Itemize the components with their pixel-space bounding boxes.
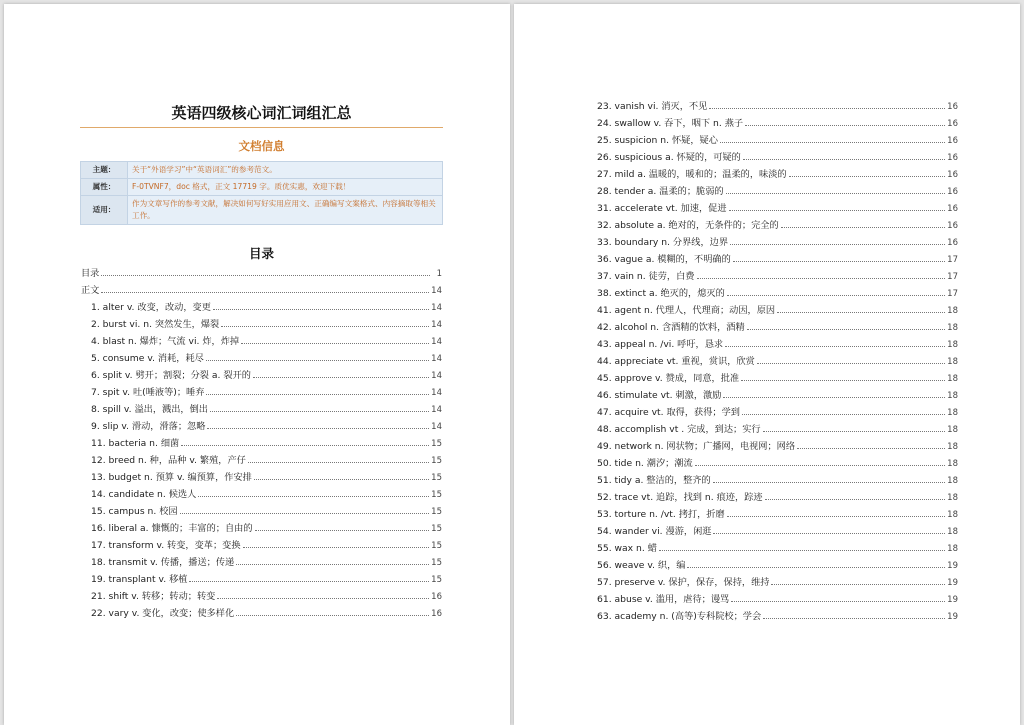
toc-entry[interactable] <box>597 574 958 591</box>
toc-dot-leader <box>217 598 429 599</box>
info-key: 属性： <box>81 179 128 196</box>
toc-entry[interactable] <box>81 605 442 622</box>
toc-entry-text: 52. trace vt. 追踪，找到 n. 痕迹，踪迹 <box>597 492 763 503</box>
toc-page-number: 17 <box>947 289 958 299</box>
toc-dot-leader <box>101 292 429 293</box>
toc-entry-text: 51. tidy a. 整洁的，整齐的 <box>597 475 711 486</box>
toc-page-number: 16 <box>947 204 958 214</box>
toc-page-number: 17 <box>947 272 958 282</box>
toc-entry-text: 26. suspicious a. 怀疑的，可疑的 <box>597 152 741 163</box>
toc-entry[interactable] <box>81 503 442 520</box>
toc-entry-text: 32. absolute a. 绝对的，无条件的；完全的 <box>597 220 779 231</box>
toc-entry-text: 41. agent n. 代理人，代理商；动因，原因 <box>597 305 776 316</box>
toc-page-number: 14 <box>431 354 442 364</box>
toc-entry-text: 11. bacteria n. 细菌 <box>91 438 180 449</box>
toc-page-number: 14 <box>431 371 442 381</box>
toc-page-number: 16 <box>947 187 958 197</box>
toc-entry[interactable] <box>597 608 958 625</box>
toc-entry-text: 37. vain n. 徒劳，白费 <box>597 271 695 282</box>
toc-dot-leader <box>243 547 430 548</box>
page-left <box>4 4 510 725</box>
info-key: 适用： <box>81 196 128 225</box>
toc-entry-text: 21. shift v. 转移；转动；转变 <box>91 591 216 602</box>
toc-entry-text: 33. boundary n. 分界线，边界 <box>597 237 729 248</box>
toc-entry-text: 38. extinct a. 绝灭的，熄灭的 <box>597 288 725 299</box>
toc-entry-text: 50. tide n. 潮汐；潮流 <box>597 458 693 469</box>
toc-entry[interactable] <box>597 217 958 234</box>
toc-entry[interactable] <box>597 591 958 608</box>
toc-entry[interactable] <box>597 183 958 200</box>
toc-entry[interactable] <box>81 367 442 384</box>
toc-page-number: 14 <box>431 388 442 398</box>
toc-entry-text: 15. campus n. 校园 <box>91 506 178 517</box>
toc-entry[interactable] <box>597 421 958 438</box>
toc-entry-text: 57. preserve v. 保护，保存，保持，维持 <box>597 577 770 588</box>
info-value: F-0TVNF7，doc 格式，正文 17719 字。质优实惠，欢迎下载！ <box>128 179 443 196</box>
toc-dot-leader <box>789 176 946 177</box>
toc-entry[interactable] <box>597 336 958 353</box>
toc-dot-leader <box>797 448 945 449</box>
toc-dot-leader <box>198 496 429 497</box>
toc-page-number: 14 <box>431 337 442 347</box>
toc-entry-text: 1. alter v. 改变，改动，变更 <box>91 302 211 313</box>
toc-page-number: 15 <box>431 507 442 517</box>
toc-page-number: 14 <box>431 303 442 313</box>
toc-entry[interactable] <box>81 469 442 486</box>
toc-dot-leader <box>730 244 945 245</box>
toc-dot-leader <box>695 465 945 466</box>
toc-dot-leader <box>729 210 946 211</box>
toc-entry-text: 5. consume v. 消耗，耗尽 <box>91 353 204 364</box>
toc-entry-text: 2. burst vi. n. 突然发生，爆裂 <box>91 319 220 330</box>
toc-entry[interactable] <box>597 523 958 540</box>
toc-entry-text: 正文 <box>81 285 100 296</box>
toc-entry[interactable] <box>597 319 958 336</box>
toc-dot-leader <box>757 363 945 364</box>
toc-page-number: 18 <box>947 493 958 503</box>
toc-dot-leader <box>241 343 429 344</box>
toc-page-number: 15 <box>431 456 442 466</box>
toc-page-number: 19 <box>947 612 958 622</box>
toc-entry[interactable] <box>81 435 442 452</box>
toc-dot-leader <box>189 581 429 582</box>
toc-dot-leader <box>726 193 946 194</box>
toc-entry-text: 8. spill v. 溢出，溅出，倒出 <box>91 404 208 415</box>
toc-entry-text: 17. transform v. 转变，变革；变换 <box>91 540 241 551</box>
toc-entry-text: 28. tender a. 温柔的；脆弱的 <box>597 186 724 197</box>
toc-entry-text: 13. budget n. 预算 v. 编预算，作安排 <box>91 472 252 483</box>
toc-page-number: 1 <box>436 269 442 279</box>
toc-page-number: 16 <box>947 221 958 231</box>
toc-dot-leader <box>206 360 429 361</box>
toc-dot-leader <box>723 397 945 398</box>
toc-entry-text: 61. abuse v. 滥用，虐待；谩骂 <box>597 594 730 605</box>
toc-page-number: 18 <box>947 323 958 333</box>
toc-entry-text: 55. wax n. 蜡 <box>597 543 657 554</box>
toc-entry[interactable] <box>81 520 442 537</box>
toc-entry-text: 7. spit v. 吐(唾液等)；唾弃 <box>91 387 205 398</box>
toc-page-number: 15 <box>431 490 442 500</box>
toc-entry-text: 44. appreciate vt. 重视，赏识，欣赏 <box>597 356 755 367</box>
toc-entry[interactable] <box>597 98 958 115</box>
toc-page-number: 14 <box>431 422 442 432</box>
toc-dot-leader <box>727 516 945 517</box>
toc-entry[interactable] <box>597 404 958 421</box>
toc-entry[interactable] <box>597 166 958 183</box>
toc-entry[interactable] <box>81 452 442 469</box>
toc-entry[interactable] <box>597 200 958 217</box>
toc-dot-leader <box>697 278 946 279</box>
toc-dot-leader <box>745 125 945 126</box>
toc-entry-text: 47. acquire vt. 取得，获得；学到 <box>597 407 740 418</box>
toc-entry[interactable] <box>597 557 958 574</box>
toc-entry[interactable] <box>81 401 442 418</box>
toc-dot-leader <box>206 394 429 395</box>
toc-entry[interactable] <box>597 506 958 523</box>
toc-page-number: 16 <box>431 592 442 602</box>
toc-dot-leader <box>210 411 429 412</box>
toc-dot-leader <box>741 380 945 381</box>
toc-dot-leader <box>742 414 945 415</box>
toc-heading: 目录 <box>248 246 274 261</box>
toc-page-number: 18 <box>947 476 958 486</box>
toc-page-number: 16 <box>947 153 958 163</box>
toc-entry-text: 目录 <box>81 268 100 279</box>
toc-entry-text: 23. vanish vi. 消灭，不见 <box>597 101 708 112</box>
toc-entry[interactable] <box>81 537 442 554</box>
toc-dot-leader <box>731 601 945 602</box>
toc-entry-text: 27. mild a. 温暖的，暖和的；温柔的，味淡的 <box>597 169 787 180</box>
info-row <box>81 179 443 196</box>
toc-entry-text: 19. transplant v. 移植 <box>91 574 188 585</box>
toc-dot-leader <box>713 533 945 534</box>
toc-page-number: 18 <box>947 340 958 350</box>
toc-dot-leader <box>763 618 945 619</box>
toc-dot-leader <box>213 309 429 310</box>
toc-dot-leader <box>763 431 946 432</box>
toc-dot-leader <box>181 445 429 446</box>
toc-entry[interactable] <box>597 251 958 268</box>
toc-entry[interactable] <box>597 115 958 132</box>
toc-page-number: 19 <box>947 578 958 588</box>
info-row <box>81 162 443 179</box>
toc-entry-text: 31. accelerate vt. 加速，促进 <box>597 203 727 214</box>
toc-entry-text: 6. split v. 劈开；割裂；分裂 a. 裂开的 <box>91 370 251 381</box>
toc-dot-leader <box>207 428 429 429</box>
toc-dot-leader <box>781 227 945 228</box>
toc-page-number: 18 <box>947 357 958 367</box>
toc-page-number: 14 <box>431 320 442 330</box>
toc-left-column <box>81 265 442 622</box>
toc-dot-leader <box>727 295 945 296</box>
toc-entry[interactable] <box>81 265 442 282</box>
toc-page-number: 15 <box>431 439 442 449</box>
toc-page-number: 19 <box>947 595 958 605</box>
toc-entry-text: 54. wander vi. 漫游，闲逛 <box>597 526 712 537</box>
toc-page-number: 18 <box>947 391 958 401</box>
toc-dot-leader <box>720 142 945 143</box>
toc-page-number: 18 <box>947 374 958 384</box>
info-value: 作为文章写作的参考文献，解决如何写好实用应用文、正确编写文案格式、内容摘取等相关工作。 <box>128 196 443 225</box>
toc-entry-text: 49. network n. 网状物；广播网，电视网；网络 <box>597 441 796 452</box>
toc-page-number: 15 <box>431 524 442 534</box>
toc-dot-leader <box>709 108 945 109</box>
toc-dot-leader <box>180 513 430 514</box>
toc-page-number: 16 <box>431 609 442 619</box>
toc-entry-text: 53. torture n. /vt. 拷打，折磨 <box>597 509 725 520</box>
toc-page-number: 15 <box>431 575 442 585</box>
toc-dot-leader <box>725 346 945 347</box>
toc-page-number: 18 <box>947 425 958 435</box>
toc-entry[interactable] <box>597 268 958 285</box>
toc-page-number: 18 <box>947 408 958 418</box>
toc-dot-leader <box>765 499 946 500</box>
toc-page-number: 14 <box>431 405 442 415</box>
toc-dot-leader <box>255 530 430 531</box>
toc-entry-text: 14. candidate n. 候选人 <box>91 489 197 500</box>
toc-entry[interactable] <box>81 384 442 401</box>
toc-entry-text: 48. accomplish vt . 完成，到达；实行 <box>597 424 761 435</box>
toc-entry-text: 22. vary v. 变化，改变；使多样化 <box>91 608 235 619</box>
info-key: 主题： <box>81 162 128 179</box>
info-value: 关于“外语学习”中“英语词汇”的参考范文。 <box>128 162 443 179</box>
toc-entry[interactable] <box>597 472 958 489</box>
toc-entry[interactable] <box>81 571 442 588</box>
toc-entry[interactable] <box>597 370 958 387</box>
toc-entry[interactable] <box>81 486 442 503</box>
toc-entry[interactable] <box>81 350 442 367</box>
toc-page-number: 15 <box>431 558 442 568</box>
toc-entry[interactable] <box>81 554 442 571</box>
toc-page-number: 19 <box>947 561 958 571</box>
toc-dot-leader <box>713 482 946 483</box>
toc-entry-text: 24. swallow v. 吞下，咽下 n. 燕子 <box>597 118 744 129</box>
toc-entry-text: 16. liberal a. 慷慨的；丰富的；自由的 <box>91 523 253 534</box>
toc-entry[interactable] <box>597 149 958 166</box>
toc-entry-text: 36. vague a. 模糊的，不明确的 <box>597 254 731 265</box>
toc-entry-text: 12. breed n. 种，品种 v. 繁殖，产仔 <box>91 455 246 466</box>
toc-page-number: 16 <box>947 102 958 112</box>
toc-dot-leader <box>743 159 945 160</box>
toc-page-number: 18 <box>947 442 958 452</box>
toc-dot-leader <box>253 377 429 378</box>
document-title: 英语四级核心词汇词组汇总 <box>80 98 443 128</box>
toc-dot-leader <box>687 567 945 568</box>
toc-entry[interactable] <box>597 489 958 506</box>
toc-dot-leader <box>659 550 945 551</box>
toc-dot-leader <box>747 329 946 330</box>
toc-entry[interactable] <box>597 285 958 302</box>
toc-page-number: 18 <box>947 306 958 316</box>
toc-entry-text: 18. transmit v. 传播，播送；传递 <box>91 557 235 568</box>
toc-page-number: 16 <box>947 170 958 180</box>
toc-page-number: 16 <box>947 238 958 248</box>
toc-entry[interactable] <box>597 353 958 370</box>
page-right <box>514 4 1020 725</box>
toc-dot-leader <box>777 312 945 313</box>
toc-entry[interactable] <box>81 588 442 605</box>
toc-dot-leader <box>771 584 945 585</box>
toc-dot-leader <box>101 275 430 276</box>
toc-entry-text: 45. approve v. 赞成，同意，批准 <box>597 373 740 384</box>
toc-entry[interactable] <box>81 333 442 350</box>
toc-dot-leader <box>236 564 429 565</box>
toc-page-number: 18 <box>947 527 958 537</box>
toc-dot-leader <box>236 615 429 616</box>
toc-dot-leader <box>221 326 429 327</box>
toc-entry-text: 43. appeal n. /vi. 呼吁，恳求 <box>597 339 724 350</box>
toc-entry-text: 56. weave v. 织，编 <box>597 560 686 571</box>
toc-entry[interactable] <box>597 540 958 557</box>
toc-page-number: 18 <box>947 459 958 469</box>
toc-dot-leader <box>733 261 945 262</box>
toc-page-number: 14 <box>431 286 442 296</box>
toc-entry-text: 46. stimulate vt. 刺激，激励 <box>597 390 722 401</box>
toc-page-number: 17 <box>947 255 958 265</box>
toc-entry-text: 25. suspicion n. 怀疑，疑心 <box>597 135 718 146</box>
toc-entry[interactable] <box>597 234 958 251</box>
toc-entry-text: 4. blast n. 爆炸；气流 vi. 炸，炸掉 <box>91 336 240 347</box>
toc-entry[interactable] <box>81 418 442 435</box>
toc-entry[interactable] <box>81 282 442 299</box>
toc-entry[interactable] <box>81 299 442 316</box>
toc-page-number: 16 <box>947 119 958 129</box>
toc-entry[interactable] <box>597 132 958 149</box>
toc-entry[interactable] <box>81 316 442 333</box>
toc-entry-text: 63. academy n. (高等)专科院校；学会 <box>597 611 762 622</box>
toc-entry-text: 42. alcohol n. 含酒精的饮料，酒精 <box>597 322 745 333</box>
toc-entry[interactable] <box>597 438 958 455</box>
toc-page-number: 18 <box>947 510 958 520</box>
document-info-heading: 文档信息 <box>238 139 285 153</box>
toc-dot-leader <box>254 479 429 480</box>
toc-entry[interactable] <box>597 455 958 472</box>
document-info-table <box>80 161 443 225</box>
toc-page-number: 18 <box>947 544 958 554</box>
toc-page-number: 15 <box>431 541 442 551</box>
toc-right-column <box>597 98 958 625</box>
toc-entry-text: 9. slip v. 滑动，滑落；忽略 <box>91 421 206 432</box>
toc-dot-leader <box>248 462 429 463</box>
toc-page-number: 16 <box>947 136 958 146</box>
info-row <box>81 196 443 225</box>
toc-entry[interactable] <box>597 387 958 404</box>
toc-page-number: 15 <box>431 473 442 483</box>
toc-entry[interactable] <box>597 302 958 319</box>
